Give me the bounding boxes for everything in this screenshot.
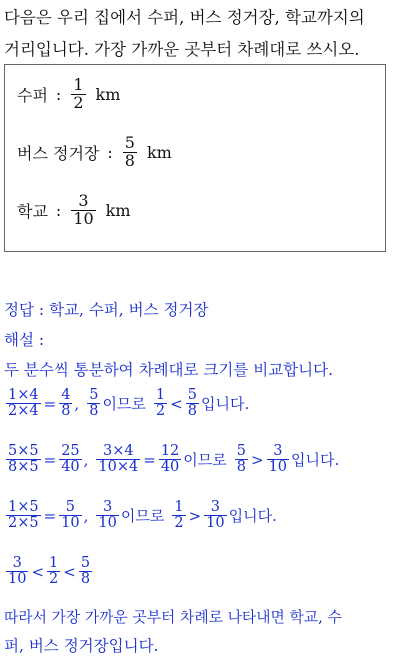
distance-box xyxy=(4,64,386,252)
denominator: 10 xyxy=(73,208,94,228)
connective-text: 이므로 xyxy=(120,507,165,526)
separator: : xyxy=(55,84,62,104)
denominator: 10×4 xyxy=(98,459,139,476)
denominator: 8 xyxy=(124,150,135,170)
answer-line: 정답 : 학교, 수퍼, 버스 정거장 xyxy=(4,301,209,319)
numerator: 3×4 xyxy=(103,443,134,459)
denominator: 10 xyxy=(268,459,288,476)
fraction xyxy=(96,500,118,531)
numerator: 3 xyxy=(210,499,221,515)
distance-row-school xyxy=(17,193,131,228)
numerator: 5 xyxy=(89,387,99,403)
fraction xyxy=(59,500,81,531)
numerator: 1×5 xyxy=(8,499,39,515)
denominator: 8 xyxy=(89,403,99,420)
numerator: 5 xyxy=(236,443,246,459)
comparison-3 xyxy=(4,500,277,531)
separator: : xyxy=(55,200,62,220)
numerator: 5 xyxy=(124,133,135,152)
fraction xyxy=(267,444,289,475)
separator: : xyxy=(107,142,113,162)
comparison-sign: < xyxy=(170,394,183,413)
comma: , xyxy=(83,506,89,525)
numerator: 1 xyxy=(49,555,59,571)
fraction xyxy=(235,444,248,475)
denominator: 2×4 xyxy=(8,403,39,420)
question-line-1: 다음은 우리 집에서 수퍼, 버스 정거장, 학교까지의 xyxy=(4,8,365,27)
equals-sign: = xyxy=(43,506,57,525)
numerator: 3 xyxy=(78,191,89,210)
distance-row-supermarket xyxy=(17,77,120,112)
comma: , xyxy=(83,450,89,469)
denominator: 10 xyxy=(206,515,225,532)
comma: , xyxy=(74,394,80,413)
distance-fraction xyxy=(71,193,95,228)
denominator: 10 xyxy=(98,515,117,532)
numerator: 1×4 xyxy=(8,387,39,403)
comparison-sign: < xyxy=(31,562,45,581)
fraction xyxy=(87,388,100,419)
denominator: 8 xyxy=(61,403,71,420)
fraction xyxy=(204,500,226,531)
distance-fraction xyxy=(123,135,137,170)
denominator: 8 xyxy=(236,459,246,476)
place-name: 버스 정거장 xyxy=(17,143,100,163)
denominator: 10 xyxy=(61,515,80,532)
fraction xyxy=(6,388,41,419)
fraction xyxy=(6,444,41,475)
distance-fraction xyxy=(71,77,85,112)
numerator: 3 xyxy=(103,499,113,515)
equals-sign: = xyxy=(43,450,57,469)
fraction xyxy=(79,556,92,587)
place-name: 학교 xyxy=(17,201,48,221)
equals-sign: = xyxy=(43,394,57,413)
numerator: 25 xyxy=(61,443,80,459)
ending-text: 입니다. xyxy=(291,451,340,470)
numerator: 3 xyxy=(12,555,22,571)
numerator: 5×5 xyxy=(8,443,39,459)
conclusion-line-1: 따라서 가장 가까운 곳부터 차례로 나타내면 학교, 수 xyxy=(4,609,342,626)
denominator: 8 xyxy=(187,403,197,420)
equals-sign: = xyxy=(143,450,156,469)
denominator: 2 xyxy=(49,571,59,588)
denominator: 2 xyxy=(174,515,184,532)
explanation-label: 해설 : xyxy=(4,331,45,349)
denominator: 8×5 xyxy=(8,459,39,476)
ending-text: 입니다. xyxy=(228,507,277,526)
fraction xyxy=(47,556,60,587)
comparison-sign: > xyxy=(188,506,202,525)
unit: km xyxy=(95,84,121,104)
denominator: 10 xyxy=(8,571,27,588)
fraction xyxy=(59,444,81,475)
denominator: 8 xyxy=(80,571,91,588)
fraction xyxy=(96,444,140,475)
ordering-line xyxy=(4,556,94,587)
numerator: 12 xyxy=(160,443,180,459)
fraction xyxy=(154,388,167,419)
question-text xyxy=(4,2,396,66)
numerator: 1 xyxy=(73,75,84,94)
numerator: 5 xyxy=(80,555,91,571)
comparison-1 xyxy=(4,388,249,419)
fraction xyxy=(6,556,28,587)
ending-text: 입니다. xyxy=(200,395,250,414)
connective-text: 이므로 xyxy=(183,451,227,470)
numerator: 1 xyxy=(155,387,166,403)
unit: km xyxy=(105,200,131,220)
distance-row-bus-stop xyxy=(17,135,172,170)
unit: km xyxy=(146,142,172,162)
fraction xyxy=(172,500,185,531)
fraction xyxy=(59,388,72,419)
conclusion-line-2: 퍼, 버스 정거장입니다. xyxy=(4,637,159,655)
connective-text: 이므로 xyxy=(102,395,146,414)
denominator: 2×5 xyxy=(8,515,39,532)
denominator: 2 xyxy=(73,92,84,112)
numerator: 5 xyxy=(65,499,76,515)
question-line-2: 거리입니다. 가장 가까운 곳부터 차례대로 쓰시오. xyxy=(4,40,360,59)
denominator: 2 xyxy=(155,403,166,420)
fraction xyxy=(186,388,199,419)
comparison-2 xyxy=(4,444,339,475)
fraction xyxy=(6,500,41,531)
comparison-sign: < xyxy=(63,562,76,581)
numerator: 1 xyxy=(174,499,184,515)
comparison-sign: > xyxy=(251,450,264,469)
explanation-intro: 두 분수씩 통분하여 차례대로 크기를 비교합니다. xyxy=(4,361,334,379)
fraction xyxy=(159,444,181,475)
denominator: 40 xyxy=(160,459,180,476)
denominator: 40 xyxy=(61,459,80,476)
numerator: 3 xyxy=(273,443,283,459)
numerator: 5 xyxy=(187,387,197,403)
place-name: 수퍼 xyxy=(17,85,48,105)
numerator: 4 xyxy=(61,387,71,403)
